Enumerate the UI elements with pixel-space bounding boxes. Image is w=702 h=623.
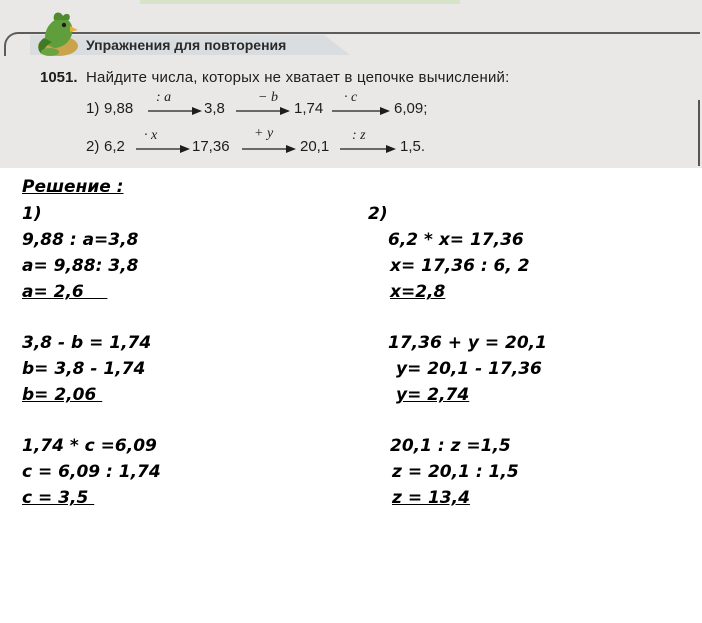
part-2-answer-y: y= 2,74: [396, 385, 470, 405]
part-2-line-1: 6,2 * x= 17,36: [388, 230, 524, 250]
scan-top-strip: [140, 0, 460, 4]
parrot-mascot-icon: [32, 8, 84, 60]
chain-2-value-1: 6,2: [104, 138, 125, 155]
problem-statement: Найдите числа, которых не хватает в цепочке вычислений:: [86, 69, 510, 86]
chain-1-value-3: 1,74: [294, 100, 324, 117]
chain-1-label: 1): [86, 100, 100, 117]
problem-number: 1051.: [40, 69, 78, 86]
chain-1-operation-1: : a: [156, 90, 172, 105]
chain-2-value-3: 20,1: [300, 138, 330, 155]
part-1-line-1: 9,88 : a=3,8: [22, 230, 139, 250]
chain-2-value-4: 1,5.: [400, 138, 426, 155]
part-1-line-8: c = 6,09 : 1,74: [22, 462, 161, 482]
part-2-line-8: z = 20,1 : 1,5: [392, 462, 519, 482]
part-1-line-7: 1,74 * c =6,09: [22, 436, 157, 456]
chain-2-arrow-2-icon: [242, 144, 296, 154]
part-1-answer-a: a= 2,6: [22, 282, 108, 302]
part-1-line-5: b= 3,8 - 1,74: [22, 359, 146, 379]
part-2-line-7: 20,1 : z =1,5: [390, 436, 511, 456]
chain-2-label: 2): [86, 138, 100, 155]
part-1-line-4: 3,8 - b = 1,74: [22, 333, 152, 353]
part-2-line-2: x= 17,36 : 6, 2: [390, 256, 530, 276]
textbook-scan: [0, 0, 702, 168]
part-2-line-4: 17,36 + y = 20,1: [388, 333, 547, 353]
part-2-answer-z: z = 13,4: [392, 488, 470, 508]
part-1-label: 1): [22, 204, 42, 224]
part-1-answer-b: b= 2,06: [22, 385, 103, 405]
chain-1-value-4: 6,09;: [394, 100, 428, 117]
part-2-answer-x: x=2,8: [390, 282, 446, 302]
scan-edge-bar: [698, 100, 700, 166]
chain-2-arrow-3-icon: [340, 144, 396, 154]
chain-2-operation-2: + y: [254, 126, 274, 141]
chain-1-operation-2: − b: [258, 90, 278, 105]
solution-heading: Решение :: [22, 177, 124, 197]
section-title: Упражнения для повторения: [86, 37, 287, 53]
chain-2-operation-1: · x: [144, 128, 158, 143]
chain-1-arrow-3-icon: [332, 106, 390, 116]
chain-1-arrow-1-icon: [148, 106, 202, 116]
chain-2-operation-3: : z: [352, 128, 366, 143]
chain-1-value-2: 3,8: [204, 100, 225, 117]
part-1-answer-c: c = 3,5: [22, 488, 95, 508]
chain-1-arrow-2-icon: [236, 106, 290, 116]
part-1-line-2: a= 9,88: 3,8: [22, 256, 139, 276]
chain-1-operation-3: · c: [344, 90, 358, 105]
chain-2-arrow-1-icon: [136, 144, 190, 154]
part-2-line-5: y= 20,1 - 17,36: [396, 359, 542, 379]
chain-1-value-1: 9,88: [104, 100, 134, 117]
part-2-label: 2): [368, 204, 388, 224]
chain-2-value-2: 17,36: [192, 138, 230, 155]
